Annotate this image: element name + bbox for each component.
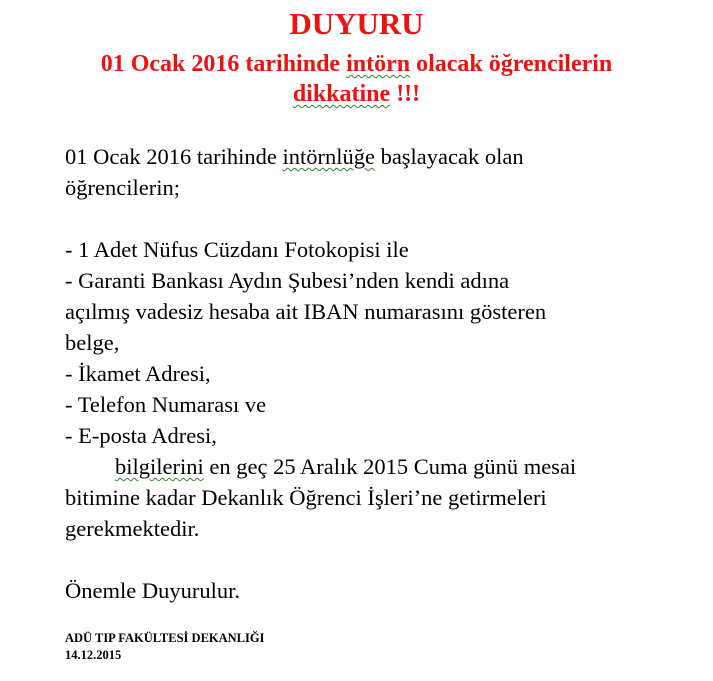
subtitle-line-1 — [40, 49, 673, 79]
announcement-date: 14.12.2015 — [65, 648, 122, 662]
institution-name: ADÜ TIP FAKÜLTESİ DEKANLIĞI — [65, 631, 265, 645]
subtitle-text: 01 Ocak 2016 tarihinde — [100, 51, 347, 77]
body-paragraph-line — [65, 141, 705, 172]
closing-paragraph-line: bitimine kadar Dekanlık Öğrenci İşleri’ne getirmeleri — [65, 485, 547, 510]
body-text: 01 Ocak 2016 tarihinde — [65, 144, 283, 169]
closing-paragraph-line — [65, 451, 705, 482]
body-text: en geç 25 Aralık 2015 Cuma günü mesai — [203, 454, 577, 479]
announcement-subtitle — [40, 49, 673, 109]
list-item-address: - İkamet Adresi, — [65, 361, 211, 386]
body-text: başlayacak olan — [374, 144, 524, 169]
subtitle-text: !!! — [390, 81, 421, 107]
list-item-phone: - Telefon Numarası ve — [65, 392, 267, 417]
signature-block — [65, 630, 264, 664]
list-item-iban-document-continued: açılmış vadesiz hesaba ait IBAN numarasını gösteren — [65, 299, 547, 324]
body-paragraph-line: öğrencilerin; — [65, 175, 180, 200]
spellcheck-marked-word: intörnlüğe — [282, 144, 375, 169]
spellcheck-marked-word: dikkatine — [292, 81, 391, 107]
announcement-body — [65, 141, 705, 606]
list-item-iban-document-continued: belge, — [65, 330, 120, 355]
subtitle-text: olacak öğrencilerin — [410, 51, 613, 77]
announcement-title: DUYURU — [289, 6, 424, 41]
blank-line — [65, 544, 705, 575]
list-item-id-copy: - 1 Adet Nüfus Cüzdanı Fotokopisi ile — [65, 237, 409, 262]
closing-paragraph-line: gerekmektedir. — [65, 516, 200, 541]
list-item-email: - E-posta Adresi, — [65, 423, 217, 448]
list-item-iban-document: - Garanti Bankası Aydın Şubesi’nden kendi adına — [65, 268, 510, 293]
spellcheck-marked-word: bilgilerini — [115, 454, 204, 479]
blank-line — [65, 203, 705, 234]
spellcheck-marked-word: intörn — [346, 51, 411, 77]
sign-off: Önemle Duyurulur. — [65, 578, 240, 603]
subtitle-line-2 — [40, 79, 673, 109]
